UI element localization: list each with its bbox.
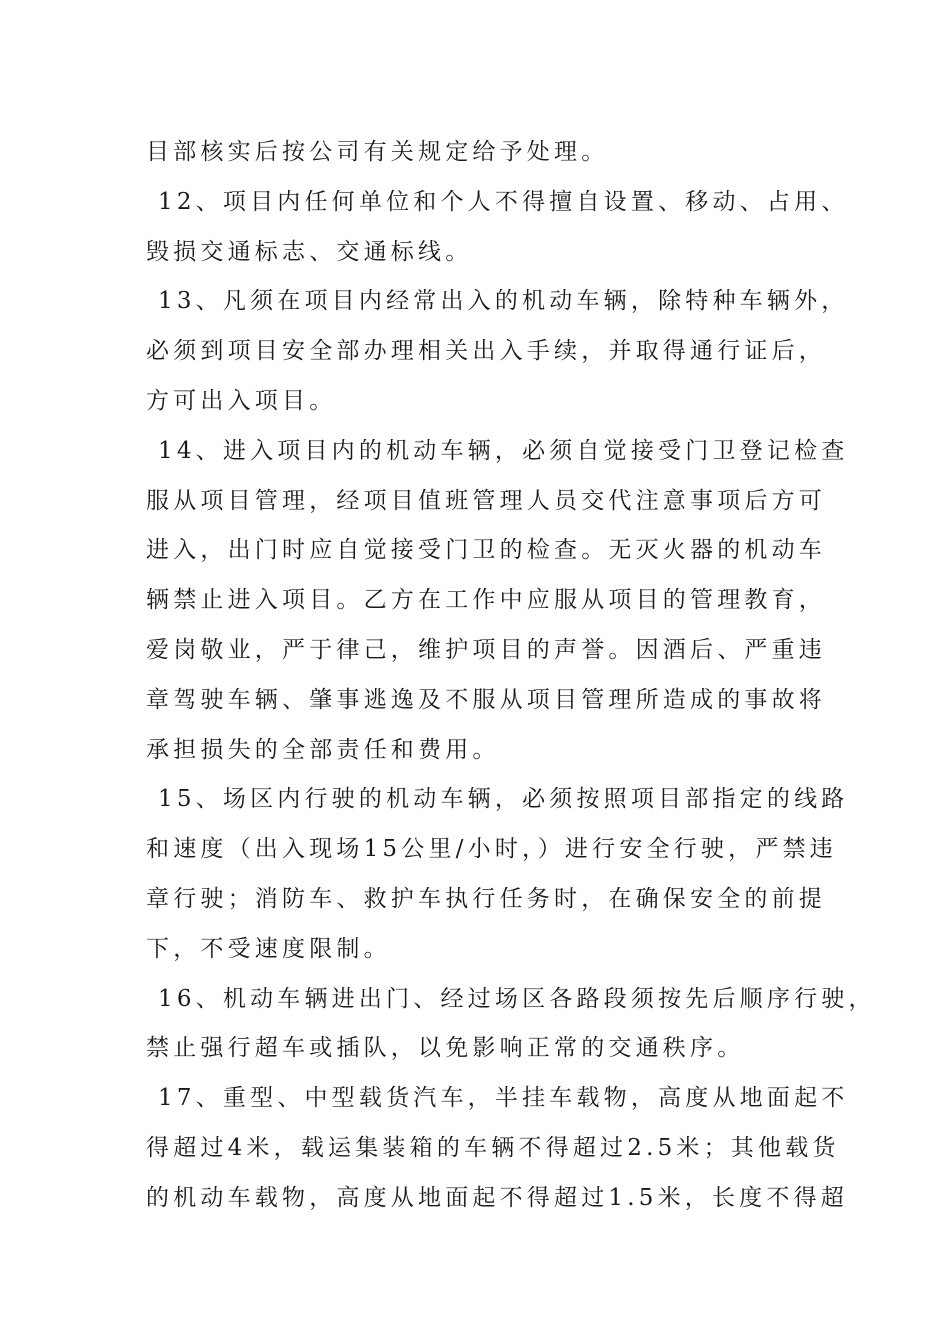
text-line: 得超过4米，载运集装箱的车辆不得超过2.5米；其他载货 — [146, 1134, 840, 1161]
text-line: 进入，出门时应自觉接受门卫的检查。无灭火器的机动车 — [146, 537, 826, 564]
paragraph-13-start: 13、凡须在项目内经常出入的机动车辆，除特种车辆外， — [158, 288, 849, 315]
paragraph-14-start: 14、进入项目内的机动车辆，必须自觉接受门卫登记检查 — [158, 437, 849, 464]
paragraph-15-start: 15、场区内行驶的机动车辆，必须按照项目部指定的线路 — [158, 786, 849, 813]
text-line: 爱岗敬业，严于律己，维护项目的声誉。因酒后、严重违 — [146, 636, 826, 663]
document-body — [146, 128, 876, 1224]
text-line: 承担损失的全部责任和费用。 — [146, 736, 500, 763]
paragraph-16-start: 16、机动车辆进出门、经过场区各路段须按先后顺序行驶， — [158, 985, 876, 1012]
text-line: 辆禁止进入项目。乙方在工作中应服从项目的管理教育， — [146, 587, 826, 614]
text-line: 章驾驶车辆、肇事逃逸及不服从项目管理所造成的事故将 — [146, 686, 826, 713]
text-line: 和速度（出入现场15公里/小时，）进行安全行驶，严禁违 — [146, 836, 837, 863]
text-line: 必须到项目安全部办理相关出入手续，并取得通行证后， — [146, 338, 826, 365]
text-line: 章行驶；消防车、救护车执行任务时，在确保安全的前提 — [146, 885, 826, 912]
text-line: 的机动车载物，高度从地面起不得超过1.5米，长度不得超 — [146, 1184, 848, 1211]
text-line: 禁止强行超车或插队，以免影响正常的交通秩序。 — [146, 1035, 745, 1062]
paragraph-17-start: 17、重型、中型载货汽车，半挂车载物，高度从地面起不 — [158, 1085, 849, 1112]
text-line: 方可出入项目。 — [146, 387, 337, 414]
text-line: 毁损交通标志、交通标线。 — [146, 238, 473, 265]
text-line: 服从项目管理，经项目值班管理人员交代注意事项后方可 — [146, 487, 826, 514]
text-line: 目部核实后按公司有关规定给予处理。 — [146, 139, 609, 165]
text-line: 下，不受速度限制。 — [146, 935, 391, 962]
paragraph-12-start: 12、项目内任何单位和个人不得擅自设置、移动、占用、 — [158, 188, 849, 215]
